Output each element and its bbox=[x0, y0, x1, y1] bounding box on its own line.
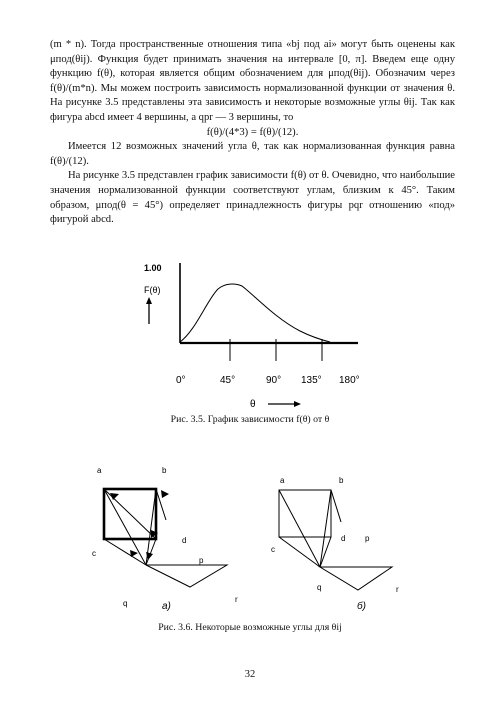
y-arrow-head bbox=[146, 297, 152, 304]
figure-3-5-caption: Рис. 3.5. График зависимости f(θ) от θ bbox=[170, 414, 330, 425]
label-a-a: a bbox=[97, 466, 102, 475]
square-abcd-a bbox=[104, 489, 156, 539]
arrow-head-2 bbox=[161, 490, 169, 498]
x-axis-label: θ bbox=[250, 399, 256, 410]
label-c-b: c bbox=[271, 545, 275, 554]
label-d-a: d bbox=[182, 536, 187, 545]
paragraph-3: На рисунке 3.5 представлен график зависимости f(θ) от θ. Очевидно, что наибольшие значения нормализованной функции соответствуют углам, близким к 45°. Таким образом, μпод(θ = 45°) определяет принадлежность фигуры pqr отношению «под» фигурой abcd. bbox=[50, 170, 455, 226]
curve bbox=[180, 284, 330, 342]
line-a-q bbox=[104, 489, 146, 565]
subcaption-a: а) bbox=[162, 601, 171, 612]
arrow-head-1 bbox=[110, 493, 119, 500]
label-b-b: b bbox=[339, 476, 344, 485]
subcaption-b: б) bbox=[357, 601, 366, 612]
square-abcd-b bbox=[279, 490, 331, 537]
x-tick-label-180: 180° bbox=[339, 375, 360, 386]
arrow-head-5 bbox=[130, 550, 138, 557]
page-number: 32 bbox=[244, 669, 256, 680]
label-d-b: d bbox=[341, 534, 346, 543]
diagram-b bbox=[271, 476, 399, 612]
x-arrow-head bbox=[294, 401, 301, 407]
paragraph-2: Имеется 12 возможных значений угла θ, так как нормализованная функция равна f(θ)/(12). bbox=[50, 141, 455, 167]
label-p-a: p bbox=[199, 556, 204, 565]
x-tick-label-0: 0° bbox=[176, 375, 186, 386]
y-axis-label: F(θ) bbox=[144, 285, 161, 295]
label-r-a: r bbox=[235, 595, 238, 604]
arrow-head-4 bbox=[146, 552, 153, 560]
figure-3-6-caption: Рис. 3.6. Некоторые возможные углы для θij bbox=[158, 622, 342, 633]
line-c-q-b bbox=[279, 537, 320, 567]
label-q-b: q bbox=[317, 583, 322, 592]
x-tick-label-90: 90° bbox=[266, 375, 282, 386]
line-b-q bbox=[146, 489, 156, 565]
triangle-pqr-b bbox=[320, 567, 392, 590]
triangle-pqr-a bbox=[146, 565, 227, 587]
arrow-head-3 bbox=[151, 530, 158, 538]
label-r-b: r bbox=[396, 585, 399, 594]
label-a-b: a bbox=[280, 476, 285, 485]
y-max-label: 1.00 bbox=[144, 263, 162, 273]
diagram-a bbox=[92, 466, 238, 612]
label-p-b: p bbox=[365, 534, 370, 543]
line-b-ext bbox=[156, 489, 166, 520]
label-b-a: b bbox=[162, 466, 167, 475]
line-d-q-b bbox=[320, 537, 331, 567]
x-tick-label-45: 45° bbox=[220, 375, 236, 386]
x-tick-label-135: 135° bbox=[301, 375, 322, 386]
paragraph-1: (m * n). Тогда пространственные отношения типа «bj под ai» могут быть оценены как μпод(θij). Функция будет принимать значения на интервале [0, π]. Введем еще одну функцию f(θ), которая является общим обозначением для μпод(θij). Обозначим через f(θ)/(m*n). Мы можем построить зависимость нормализованной функции от значения θ. На рисунке 3.5 представлены эта зависимость и некоторые возможные углы θij. Так как фигура abcd имеет 4 вершины, а qpr — 3 вершины, то bbox=[50, 39, 455, 123]
label-c-a: c bbox=[92, 549, 96, 558]
formula-line: f(θ)/(4*3) = f(θ)/(12). bbox=[206, 126, 299, 138]
line-a-q-b bbox=[279, 490, 320, 567]
line-d-q bbox=[146, 539, 156, 565]
line-c-q bbox=[104, 539, 146, 565]
line-b-q-b bbox=[320, 490, 331, 567]
diagonal-a bbox=[104, 489, 156, 539]
line-b-ext-b bbox=[331, 490, 341, 522]
label-q-a: q bbox=[123, 599, 128, 608]
text-block bbox=[50, 38, 455, 228]
